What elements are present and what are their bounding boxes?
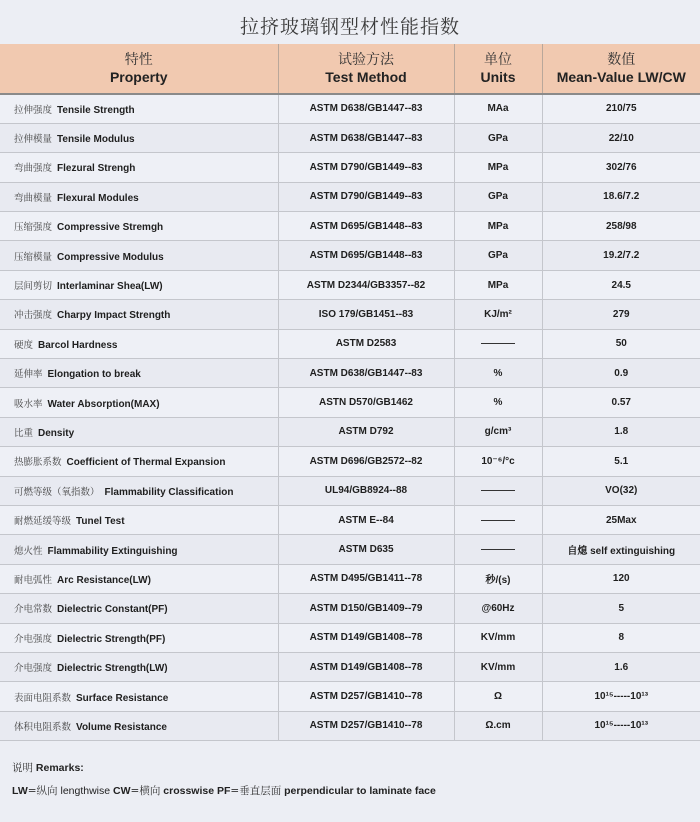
cell-value: VO(32) (542, 476, 700, 505)
table-row (0, 388, 700, 417)
cell-value: 279 (542, 300, 700, 329)
remark-pf-abbr: PF (216, 785, 231, 797)
table-row (0, 94, 700, 123)
cell-unit: Ω.cm (454, 711, 542, 740)
cell-unit: MPa (454, 270, 542, 299)
property-name-cn: 拉伸强度 (14, 104, 53, 116)
property-name-cn: 表面电阻系数 (14, 692, 72, 704)
table-row (0, 182, 700, 211)
property-name-cn: 熄火性 (14, 545, 43, 557)
cell-test-method: ASTM D790/GB1449--83 (278, 153, 454, 182)
cell-value: 210/75 (542, 94, 700, 123)
cell-test-method: ASTM D696/GB2572--82 (278, 447, 454, 476)
property-name-en: Tunel Test (76, 516, 125, 528)
property-name-en: Surface Resistance (76, 692, 169, 704)
cell-test-method: ASTN D570/GB1462 (278, 388, 454, 417)
property-name-cn: 层间剪切 (14, 281, 53, 293)
cell-property (0, 505, 278, 534)
cell-unit: 10⁻⁶/°c (454, 447, 542, 476)
property-name-en: Flexural Modules (57, 192, 139, 204)
property-name-cn: 介电强度 (14, 663, 53, 675)
cell-unit: KV/mm (454, 623, 542, 652)
cell-test-method: ASTM D695/GB1448--83 (278, 241, 454, 270)
cell-value: 自熄 self extinguishing (542, 535, 700, 564)
property-name-en: Tensile Strength (57, 104, 135, 116)
remark-cw-cn: =横向 (130, 785, 161, 797)
cell-property (0, 94, 278, 123)
cell-property (0, 153, 278, 182)
cell-test-method: ASTM D149/GB1408--78 (278, 623, 454, 652)
remark-cw-en: crosswise (163, 785, 215, 797)
no-unit-dash (481, 549, 515, 550)
property-name-en: Barcol Hardness (38, 339, 118, 351)
cell-property (0, 447, 278, 476)
property-name-en: Interlaminar Shea(LW) (57, 281, 163, 293)
cell-test-method: ASTM D635 (278, 535, 454, 564)
table-row (0, 212, 700, 241)
cell-value: 5.1 (542, 447, 700, 476)
table-row (0, 564, 700, 593)
header-property-en: Property (109, 68, 168, 85)
property-name-cn: 耐电弧性 (14, 574, 53, 586)
cell-value: 25Max (542, 505, 700, 534)
table-row (0, 329, 700, 358)
cell-unit: MPa (454, 212, 542, 241)
header-value-en: Mean-Value LW/CW (556, 68, 686, 85)
remark-pf-cn: =垂直层面 (230, 785, 282, 797)
property-name-en: Flezural Strengh (57, 163, 136, 175)
header-units-en: Units (480, 68, 516, 85)
property-name-en: Flammability Extinguishing (47, 545, 178, 557)
property-name-en: Dielectric Strength(PF) (57, 633, 166, 645)
cell-unit: g/cm³ (454, 417, 542, 446)
cell-unit (454, 476, 542, 505)
cell-test-method: ASTM D2583 (278, 329, 454, 358)
property-name-en: Dielectric Strength(LW) (57, 663, 168, 675)
cell-property (0, 623, 278, 652)
property-name-en: Flammability Classification (104, 486, 234, 498)
cell-property (0, 241, 278, 270)
table-row (0, 447, 700, 476)
cell-property (0, 270, 278, 299)
table-row (0, 682, 700, 711)
cell-value: 8 (542, 623, 700, 652)
property-name-cn: 吸水率 (14, 398, 43, 410)
remark-lw-cn: =纵向 (27, 785, 58, 797)
cell-test-method: ISO 179/GB1451--83 (278, 300, 454, 329)
cell-value: 24.5 (542, 270, 700, 299)
header-test-method (278, 44, 454, 94)
page-title: 拉挤玻璃钢型材性能指数 (239, 16, 460, 38)
cell-test-method: ASTM D790/GB1449--83 (278, 182, 454, 211)
remarks-label-en: Remarks: (35, 762, 84, 774)
cell-unit: MPa (454, 153, 542, 182)
no-unit-dash (481, 520, 515, 521)
cell-test-method: ASTM D2344/GB3357--82 (278, 270, 454, 299)
cell-property (0, 682, 278, 711)
property-name-cn: 耐燃延缓等级 (14, 516, 72, 528)
cell-property (0, 123, 278, 152)
cell-test-method: ASTM D638/GB1447--83 (278, 123, 454, 152)
properties-table (0, 44, 700, 741)
table-row (0, 505, 700, 534)
property-name-en: Water Absorption(MAX) (47, 398, 160, 410)
property-name-cn: 硬度 (14, 339, 34, 351)
cell-property (0, 182, 278, 211)
cell-test-method: ASTM D495/GB1411--78 (278, 564, 454, 593)
cell-unit (454, 535, 542, 564)
cell-test-method: ASTM D638/GB1447--83 (278, 94, 454, 123)
remark-lw-en: lengthwise (60, 785, 111, 797)
cell-unit: MAa (454, 94, 542, 123)
table-row (0, 417, 700, 446)
cell-value: 1.8 (542, 417, 700, 446)
table-row (0, 153, 700, 182)
cell-unit: KJ/m² (454, 300, 542, 329)
cell-property (0, 388, 278, 417)
cell-property (0, 212, 278, 241)
cell-unit: Ω (454, 682, 542, 711)
property-name-cn: 弯曲模量 (14, 192, 53, 204)
cell-value: 5 (542, 594, 700, 623)
table-row (0, 623, 700, 652)
cell-property (0, 564, 278, 593)
property-name-cn: 压缩强度 (14, 222, 53, 234)
property-name-en: Compressive Modulus (57, 251, 164, 263)
property-name-en: Dielectric Constant(PF) (57, 604, 168, 616)
header-property-cn: 特性 (124, 51, 153, 68)
cell-test-method: ASTM D695/GB1448--83 (278, 212, 454, 241)
cell-value: 50 (542, 329, 700, 358)
cell-value: 302/76 (542, 153, 700, 182)
cell-unit (454, 329, 542, 358)
remarks-label-cn: 说明 (12, 762, 33, 774)
remark-pf-en: perpendicular to laminate face (284, 785, 436, 797)
header-units-cn: 单位 (484, 51, 512, 68)
property-name-cn: 体积电阻系数 (14, 721, 72, 733)
cell-value: 18.6/7.2 (542, 182, 700, 211)
property-name-cn: 拉伸模量 (14, 134, 53, 146)
remarks (12, 760, 692, 798)
cell-value: 22/10 (542, 123, 700, 152)
cell-unit: GPa (454, 241, 542, 270)
table-row (0, 270, 700, 299)
property-name-cn: 介电强度 (14, 633, 53, 645)
property-name-cn: 介电常数 (14, 604, 53, 616)
remark-lw-abbr: LW (12, 785, 28, 797)
cell-property (0, 417, 278, 446)
cell-unit: GPa (454, 182, 542, 211)
table-row (0, 359, 700, 388)
cell-property (0, 652, 278, 681)
cell-test-method: ASTM E--84 (278, 505, 454, 534)
table-row (0, 241, 700, 270)
property-name-en: Volume Resistance (76, 721, 167, 733)
table-header (0, 44, 700, 94)
table-row (0, 123, 700, 152)
property-name-en: Charpy Impact Strength (57, 310, 171, 322)
table-row (0, 300, 700, 329)
cell-test-method: ASTM D257/GB1410--78 (278, 711, 454, 740)
cell-value: 258/98 (542, 212, 700, 241)
cell-property (0, 476, 278, 505)
cell-unit: GPa (454, 123, 542, 152)
property-name-cn: 热膨胀系数 (14, 457, 62, 469)
no-unit-dash (481, 343, 515, 344)
table-row (0, 652, 700, 681)
header-value-cn: 数值 (607, 51, 636, 68)
remark-cw-abbr: CW (113, 785, 131, 797)
property-name-en: Arc Resistance(LW) (57, 574, 151, 586)
table-body (0, 94, 700, 741)
table-row (0, 594, 700, 623)
cell-unit: % (454, 388, 542, 417)
cell-property (0, 594, 278, 623)
cell-test-method: ASTM D149/GB1408--78 (278, 652, 454, 681)
property-name-en: Compressive Stremgh (57, 222, 164, 234)
property-name-cn: 弯曲强度 (14, 163, 53, 175)
cell-unit: % (454, 359, 542, 388)
property-name-en: Elongation to break (47, 369, 141, 381)
cell-property (0, 329, 278, 358)
cell-property (0, 535, 278, 564)
cell-unit (454, 505, 542, 534)
table-row (0, 476, 700, 505)
cell-value: 0.9 (542, 359, 700, 388)
property-name-cn: 延伸率 (14, 369, 43, 381)
cell-property (0, 711, 278, 740)
header-property (0, 44, 278, 94)
cell-unit: @60Hz (454, 594, 542, 623)
cell-value: 10¹⁵-----10¹³ (542, 711, 700, 740)
header-units (454, 44, 542, 94)
header-method-cn: 试验方法 (338, 51, 394, 68)
cell-value: 1.6 (542, 652, 700, 681)
cell-test-method: ASTM D150/GB1409--79 (278, 594, 454, 623)
property-name-en: Density (38, 427, 75, 439)
cell-unit: 秒/(s) (454, 564, 542, 593)
cell-value: 120 (542, 564, 700, 593)
cell-test-method: ASTM D792 (278, 417, 454, 446)
property-name-cn: 可燃等级（氧指数） (14, 486, 100, 498)
no-unit-dash (481, 490, 515, 491)
cell-test-method: ASTM D257/GB1410--78 (278, 682, 454, 711)
header-value (542, 44, 700, 94)
cell-property (0, 300, 278, 329)
cell-unit: KV/mm (454, 652, 542, 681)
property-name-en: Tensile Modulus (57, 134, 135, 146)
cell-test-method: ASTM D638/GB1447--83 (278, 359, 454, 388)
property-name-cn: 比重 (14, 427, 34, 439)
property-name-cn: 压缩模量 (14, 251, 53, 263)
table-row (0, 535, 700, 564)
property-name-cn: 冲击强度 (14, 310, 53, 322)
cell-value: 10¹⁵-----10¹³ (542, 682, 700, 711)
cell-test-method: UL94/GB8924--88 (278, 476, 454, 505)
cell-value: 0.57 (542, 388, 700, 417)
property-name-en: Coefficient of Thermal Expansion (66, 457, 226, 469)
cell-property (0, 359, 278, 388)
table-row (0, 711, 700, 740)
cell-value: 19.2/7.2 (542, 241, 700, 270)
header-method-en: Test Method (325, 68, 407, 85)
